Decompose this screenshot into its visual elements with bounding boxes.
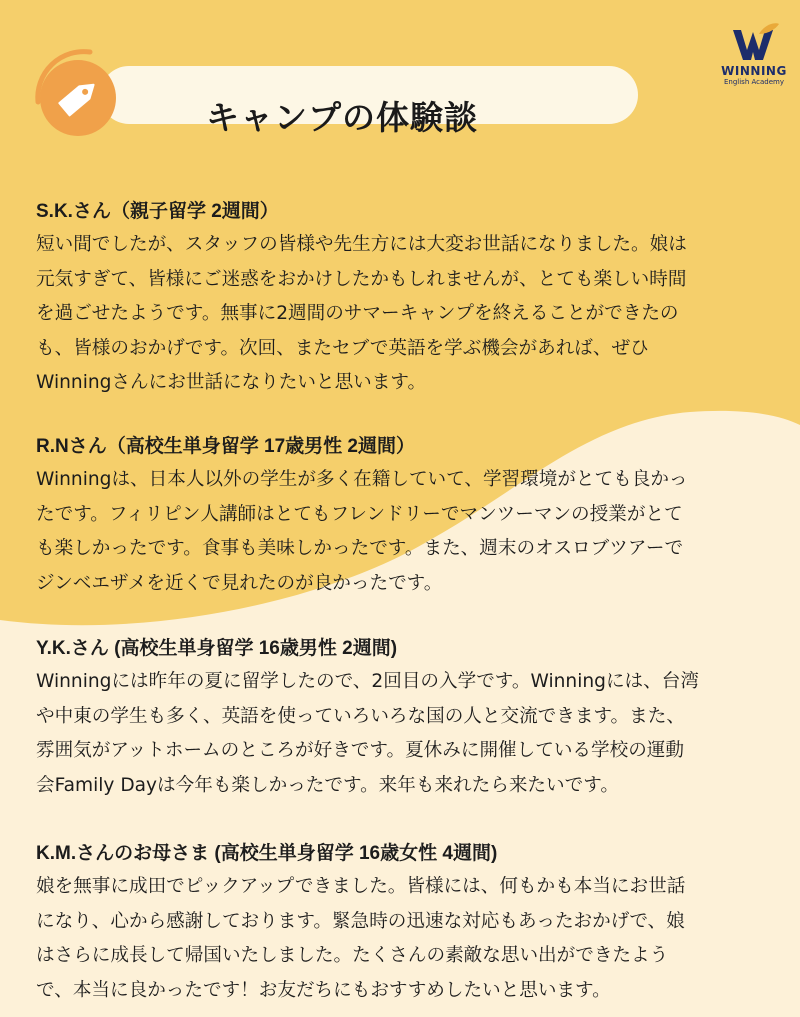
review-card-sk bbox=[36, 196, 766, 401]
review-line: も楽しかったです。食事も美味しかったです。また、週末のオスロブツアーで bbox=[36, 538, 684, 559]
review-body bbox=[36, 228, 766, 401]
review-body bbox=[36, 665, 766, 803]
winning-logo bbox=[714, 22, 794, 102]
review-heading: K.M.さんのお母さま (高校生単身留学 16歳女性 4週間) bbox=[36, 843, 498, 864]
review-line: 会Family Dayは今年も楽しかったです。来年も来れたら来たいです。 bbox=[36, 774, 619, 796]
review-line: 短い間でしたが、スタッフの皆様や先生方には大変お世話になりました。娘は bbox=[36, 234, 687, 255]
review-card-yk bbox=[36, 633, 766, 803]
review-card-rn bbox=[36, 431, 766, 601]
logo-name: WINNING bbox=[721, 64, 787, 78]
review-line: たです。フィリピン人講師はとてもフレンドリーでマンツーマンの授業がとて bbox=[36, 503, 683, 525]
review-body bbox=[36, 870, 766, 1008]
review-line: を過ごせたようです。無事に2週間のサマーキャンプを終えることができたの bbox=[36, 303, 679, 324]
review-line: ジンベエザメを近くで見れたのが良かったです。 bbox=[36, 572, 443, 594]
review-line: Winningは、日本人以外の学生が多く在籍していて、学習環境がとても良かっ bbox=[36, 469, 688, 490]
review-body bbox=[36, 463, 766, 601]
review-heading: R.Nさん（高校生単身留学 17歳男性 2週間） bbox=[36, 436, 415, 457]
logo-tagline: English Academy bbox=[723, 78, 785, 86]
winning-w-icon bbox=[729, 22, 779, 64]
review-line: Winningさんにお世話になりたいと思います。 bbox=[36, 372, 427, 393]
review-card-km bbox=[36, 838, 766, 1008]
review-line: も、皆様のおかげです。次回、またセブで英語を学ぶ機会があれば、ぜひ bbox=[36, 337, 649, 359]
review-line: 雰囲気がアットホームのところが好きです。夏休みに開催している学校の運動 bbox=[36, 740, 684, 761]
review-heading: S.K.さん（親子留学 2週間） bbox=[36, 201, 279, 222]
review-line: Winningには昨年の夏に留学したので、2回目の入学です。Winningには、台湾 bbox=[36, 671, 699, 692]
review-heading: Y.K.さん (高校生単身留学 16歳男性 2週間) bbox=[36, 638, 398, 659]
review-line: になり、心から感謝しております。緊急時の迅速な対応もあったおかげで、娘 bbox=[36, 910, 685, 932]
review-line: はさらに成長して帰国いたしました。たくさんの素敵な思い出ができたよう bbox=[36, 945, 669, 966]
review-line: や中東の学生も多く、英語を使っていろいろな国の人と交流できます。また、 bbox=[36, 705, 685, 727]
review-line: 娘を無事に成田でピックアップできました。皆様には、何もかも本当にお世話 bbox=[36, 876, 686, 897]
review-line: 元気すぎて、皆様にご迷惑をおかけしたかもしれませんが、とても楽しい時間 bbox=[36, 268, 687, 290]
price-tag-icon bbox=[54, 72, 104, 122]
review-line: で、本当に良かったです！お友だちにもおすすめしたいと思います。 bbox=[36, 979, 611, 1001]
page-title: キャンプの体験談 bbox=[206, 98, 478, 138]
